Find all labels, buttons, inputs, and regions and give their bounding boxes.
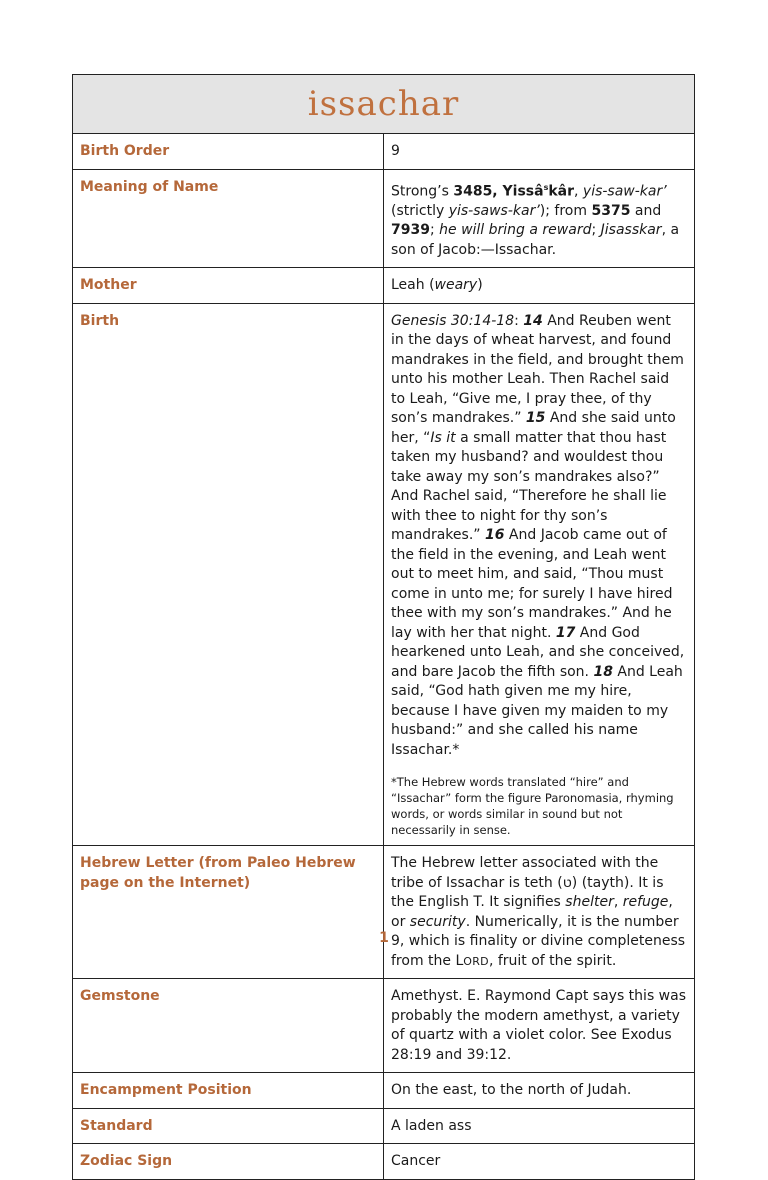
verse-number: 17 [555,624,576,641]
hebrew-letter-value [384,846,695,979]
birth-order-label: Birth Order [73,134,384,170]
encampment-value: On the east, to the north of Judah. [384,1073,695,1109]
meaning-bold: 5375 [591,202,631,219]
encampment-label: Encampment Position [73,1073,384,1109]
birth-text: : [514,312,524,329]
verse-text: And Leah said, “God hath given me my hire, because I have given my maiden to my husband:” and she called his name Issachar.* [391,663,683,758]
standard-value: A laden ass [384,1108,695,1144]
row-gemstone [73,979,695,1073]
gemstone-label: Gemstone [73,979,384,1073]
verse-number: 16 [484,527,505,544]
hebrew-text: , or [391,894,673,930]
zodiac-value: Cancer [384,1144,695,1180]
row-birth-order [73,134,695,170]
hebrew-italic: shelter [565,894,614,911]
meaning-text: Strong’s [391,183,454,200]
hebrew-letter-label: Hebrew Letter (from Paleo Hebrew page on the Internet) [73,846,384,979]
birth-value [384,303,695,846]
lord-small-caps: ORD [463,954,489,968]
meaning-italic: yis-saws-kar’ [448,202,540,219]
row-mother [73,268,695,304]
meaning-italic: he will bring a reward [439,222,592,239]
title-header-cell [73,75,695,134]
row-meaning [73,169,695,268]
mother-italic: weary [434,277,478,294]
meaning-value [384,169,695,268]
hebrew-text: , fruit of the spirit. [488,952,617,969]
birth-passage [391,312,687,761]
mother-text: Leah ( [391,277,435,294]
row-hebrew-letter [73,846,695,979]
lord-initial: L [455,952,464,969]
row-encampment [73,1073,695,1109]
mother-label: Mother [73,268,384,304]
gemstone-value: Amethyst. E. Raymond Capt says this was probably the modern amethyst, a variety of quartz with a violet color. See Exodus 28:19 and 39:12. [384,979,695,1073]
meaning-label: Meaning of Name [73,169,384,268]
verse-text: And Jacob came out of the field in the evening, and Leah went out to meet him, and said, “Thou must come in unto me; for surely I have hired thee with my son’s mandrakes.” And he lay with her that night. [391,527,673,641]
meaning-text: , [574,183,583,200]
verse-italic: Is it [430,429,456,446]
birth-order-value: 9 [384,134,695,170]
tribe-info-table [72,74,695,1180]
meaning-italic: yis-saw-kar’ [582,183,667,200]
zodiac-label: Zodiac Sign [73,1144,384,1180]
verse-text: And Reuben went in the days of wheat harvest, and found mandrakes in the field, and brought them unto his mother Leah. Then Rachel said to Leah, “Give me, I pray thee, of thy son’s mandrakes.” [391,312,684,427]
meaning-text: , a son of Jacob:—Issachar. [391,222,680,258]
scripture-reference: Genesis 30:14-18 [391,312,515,329]
meaning-text: ; [429,222,440,239]
hebrew-text: , [613,894,623,911]
hebrew-italic: security [409,913,466,930]
row-zodiac [73,1144,695,1180]
page-title: issachar [307,84,460,124]
row-birth [73,303,695,846]
hebrew-italic: refuge [622,894,669,911]
meaning-text: ; [591,222,601,239]
standard-label: Standard [73,1108,384,1144]
verse-text: a small matter that thou hast taken my husband? and wouldest thou take away my son’s mandrakes also?” And Rachel said, “Therefore he shall lie with thee to night for thy son’s mandrakes.” [391,429,667,544]
meaning-bold: kâr [548,183,574,200]
verse-number: 15 [525,410,546,427]
verse-number: 14 [523,312,543,329]
birth-label: Birth [73,303,384,846]
meaning-text: and [630,202,662,219]
footnote: *The Hebrew words translated “hire” and “Issachar” form the figure Paronomasia, rhyming words, or words similar in sound but not necessarily in sense. [391,775,674,838]
meaning-bold: 7939 [391,222,430,239]
verse-text: And she said unto her, “ [391,410,676,446]
row-standard [73,1108,695,1144]
verse-text: And God hearkened unto Leah, and she conceived, and bare Jacob the fifth son. [391,624,685,680]
page-number: 1 [379,930,389,946]
hebrew-text: The Hebrew letter associated with the tribe of Issachar is teth (ט) (tayth). It is the English T. It signifies [391,855,664,911]
mother-value [384,268,695,304]
hebrew-text: . Numerically, it is the number 9, which is finality or divine completeness from the [391,913,686,969]
meaning-italic: Jisasskar [600,222,662,239]
meaning-text: (strictly [391,202,449,219]
mother-text: ) [477,277,483,294]
verse-number: 18 [593,663,613,680]
meaning-sup: s [543,182,549,192]
strongs-number: 3485, Yissâ [453,183,544,200]
meaning-text: ); from [539,202,592,219]
